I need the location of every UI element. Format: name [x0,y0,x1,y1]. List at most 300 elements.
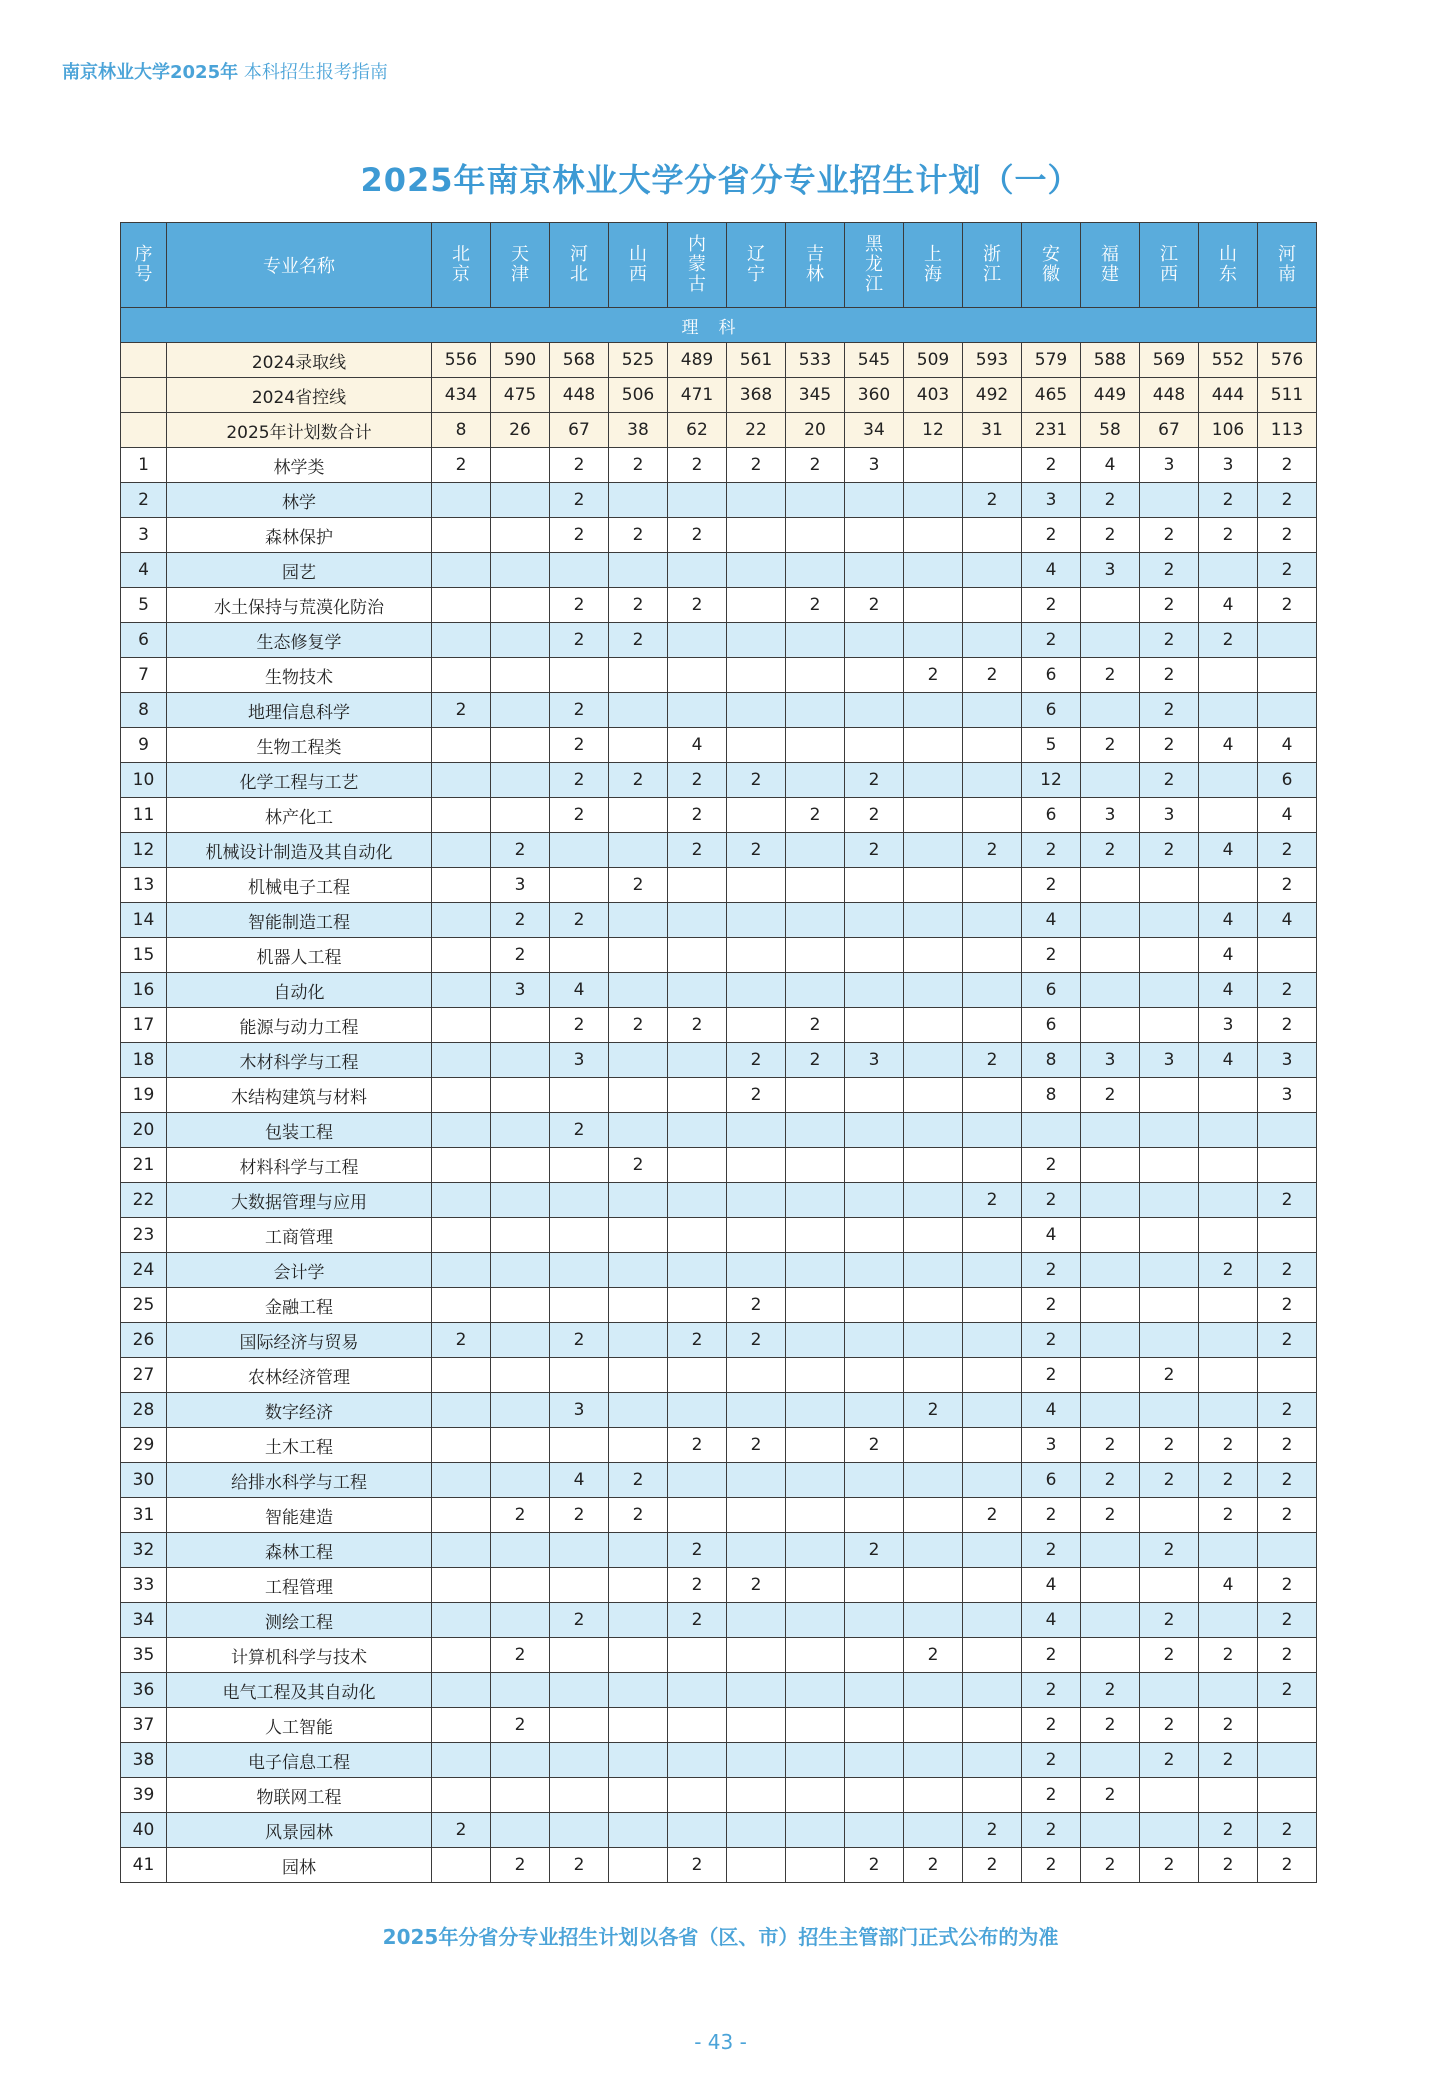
quota-cell [845,1113,904,1148]
quota-cell [1199,1533,1258,1568]
quota-cell [786,1603,845,1638]
quota-cell [963,798,1022,833]
quota-cell [491,1288,550,1323]
summary-value-cell: 67 [550,413,609,448]
quota-cell [432,1288,491,1323]
quota-cell [845,1218,904,1253]
major-name: 木材科学与工程 [167,1043,432,1078]
major-name: 工商管理 [167,1218,432,1253]
quota-cell [963,1743,1022,1778]
quota-cell [1081,1533,1140,1568]
quota-cell: 8 [1022,1043,1081,1078]
quota-cell [727,1253,786,1288]
quota-cell [727,1533,786,1568]
quota-cell: 2 [550,693,609,728]
summary-value-cell: 106 [1199,413,1258,448]
quota-cell: 2 [550,518,609,553]
table-row [121,1323,1317,1358]
quota-cell [491,1113,550,1148]
quota-cell [668,1183,727,1218]
quota-cell [786,1288,845,1323]
quota-cell: 2 [1081,518,1140,553]
quota-cell [1081,1218,1140,1253]
quota-cell: 2 [1081,1463,1140,1498]
row-number: 36 [121,1673,167,1708]
quota-cell: 4 [1199,973,1258,1008]
quota-cell: 2 [432,693,491,728]
quota-cell: 2 [668,1848,727,1883]
quota-cell: 2 [668,1428,727,1463]
quota-cell: 2 [491,1848,550,1883]
quota-cell [727,868,786,903]
quota-cell [1140,1568,1199,1603]
quota-cell: 3 [1081,553,1140,588]
summary-value-cell: 471 [668,378,727,413]
quota-cell [432,1393,491,1428]
footnote: 2025年分省分专业招生计划以各省（区、市）招生主管部门正式公布的为准 [382,1925,1059,1949]
quota-cell: 2 [904,1393,963,1428]
quota-cell [609,1533,668,1568]
quota-cell [609,728,668,763]
quota-cell [491,483,550,518]
quota-cell [609,1603,668,1638]
quota-cell [1140,1393,1199,1428]
summary-value-cell: 556 [432,343,491,378]
quota-cell: 2 [1022,1148,1081,1183]
quota-cell [609,1113,668,1148]
quota-cell [550,1568,609,1603]
quota-cell: 2 [550,623,609,658]
quota-cell [668,973,727,1008]
quota-cell: 2 [550,798,609,833]
quota-cell [1258,1358,1317,1393]
quota-cell [963,518,1022,553]
table-row [121,658,1317,693]
quota-cell: 2 [668,1533,727,1568]
major-name: 土木工程 [167,1428,432,1463]
table-row [121,728,1317,763]
quota-cell [491,1568,550,1603]
row-number: 19 [121,1078,167,1113]
quota-cell: 2 [550,1498,609,1533]
quota-cell [491,693,550,728]
quota-cell [845,658,904,693]
quota-cell [1140,483,1199,518]
quota-cell [491,1358,550,1393]
quota-cell [668,1113,727,1148]
quota-cell [609,1428,668,1463]
quota-cell [668,868,727,903]
quota-cell: 2 [1258,448,1317,483]
quota-cell: 2 [668,1603,727,1638]
quota-cell [550,1533,609,1568]
quota-cell: 2 [609,623,668,658]
summary-value-cell: 444 [1199,378,1258,413]
row-number: 10 [121,763,167,798]
quota-cell: 2 [1258,1813,1317,1848]
quota-cell [1199,1673,1258,1708]
quota-cell [491,1148,550,1183]
quota-cell [963,1428,1022,1463]
summary-value-cell: 8 [432,413,491,448]
quota-cell [1258,623,1317,658]
quota-cell [786,1218,845,1253]
quota-cell [786,1323,845,1358]
quota-cell: 2 [609,448,668,483]
summary-value-cell: 590 [491,343,550,378]
quota-cell [1199,1078,1258,1113]
quota-cell [1140,1498,1199,1533]
quota-cell [786,1743,845,1778]
quota-cell [1081,1148,1140,1183]
quota-cell: 2 [1140,658,1199,693]
quota-cell [845,553,904,588]
quota-cell [904,1148,963,1183]
row-number: 1 [121,448,167,483]
quota-cell: 2 [1140,833,1199,868]
quota-cell [963,973,1022,1008]
quota-cell [432,1428,491,1463]
quota-cell [491,553,550,588]
quota-cell [963,1148,1022,1183]
quota-cell [1081,693,1140,728]
quota-cell: 2 [1258,1253,1317,1288]
summary-value-cell: 22 [727,413,786,448]
summary-label: 2025年计划数合计 [167,413,432,448]
quota-cell [845,1183,904,1218]
row-number: 14 [121,903,167,938]
major-name: 数字经济 [167,1393,432,1428]
quota-cell: 3 [1258,1043,1317,1078]
quota-cell [609,483,668,518]
quota-cell [963,1603,1022,1638]
quota-cell: 2 [845,1428,904,1463]
summary-value-cell: 12 [904,413,963,448]
quota-cell: 2 [845,763,904,798]
table-row [121,798,1317,833]
quota-cell [727,1498,786,1533]
quota-cell [1081,1008,1140,1043]
summary-value-cell: 576 [1258,343,1317,378]
quota-cell [432,1253,491,1288]
quota-cell: 2 [1140,728,1199,763]
quota-cell [786,1393,845,1428]
summary-value-cell: 525 [609,343,668,378]
summary-seq-cell [121,343,167,378]
quota-cell [1199,1288,1258,1323]
quota-cell: 2 [727,833,786,868]
quota-cell [1258,1218,1317,1253]
quota-cell: 2 [1081,658,1140,693]
summary-value-cell: 475 [491,378,550,413]
summary-value-cell: 58 [1081,413,1140,448]
quota-cell: 2 [491,903,550,938]
quota-cell [904,1078,963,1113]
table-row [121,1253,1317,1288]
quota-cell: 3 [550,1043,609,1078]
row-number: 31 [121,1498,167,1533]
quota-cell [1140,903,1199,938]
quota-cell [491,1463,550,1498]
quota-cell: 6 [1022,693,1081,728]
quota-cell [491,1078,550,1113]
quota-cell [904,868,963,903]
quota-cell [550,1813,609,1848]
quota-cell [1081,763,1140,798]
quota-cell [1140,973,1199,1008]
row-number: 15 [121,938,167,973]
quota-cell [668,1358,727,1393]
quota-cell [845,1638,904,1673]
table-row [121,1673,1317,1708]
quota-cell: 2 [786,1043,845,1078]
quota-cell [1258,1708,1317,1743]
quota-cell [432,868,491,903]
table-row [121,553,1317,588]
quota-cell [668,1393,727,1428]
quota-cell [786,1113,845,1148]
quota-cell [963,868,1022,903]
quota-cell: 2 [1199,1428,1258,1463]
row-number: 35 [121,1638,167,1673]
quota-cell: 2 [1140,1533,1199,1568]
quota-cell [432,588,491,623]
table-row [121,518,1317,553]
quota-cell [609,658,668,693]
row-number: 2 [121,483,167,518]
quota-cell [609,1708,668,1743]
quota-cell [845,1778,904,1813]
quota-cell: 3 [491,973,550,1008]
section-label: 理科 [121,308,1317,343]
quota-cell [491,1183,550,1218]
quota-cell [1081,1638,1140,1673]
quota-cell: 2 [727,1288,786,1323]
quota-cell [727,1848,786,1883]
quota-cell [1140,1288,1199,1323]
quota-cell [786,1673,845,1708]
quota-cell [668,1778,727,1813]
quota-cell [1199,1778,1258,1813]
quota-cell: 2 [609,1148,668,1183]
quota-cell [727,693,786,728]
quota-cell: 2 [609,518,668,553]
quota-cell: 2 [550,483,609,518]
quota-cell: 3 [1081,798,1140,833]
table-row [121,1778,1317,1813]
quota-cell [668,1743,727,1778]
quota-cell [550,1358,609,1393]
quota-cell: 12 [1022,763,1081,798]
quota-cell: 4 [1081,448,1140,483]
table-row [121,1638,1317,1673]
row-number: 11 [121,798,167,833]
quota-cell [904,973,963,1008]
quota-cell: 2 [1022,1183,1081,1218]
quota-cell [550,1708,609,1743]
quota-cell [1140,1113,1199,1148]
major-name: 金融工程 [167,1288,432,1323]
quota-cell: 2 [1022,1778,1081,1813]
table-row [121,1533,1317,1568]
quota-cell: 2 [550,588,609,623]
page-number: - 43 - [694,2030,747,2054]
quota-cell [963,1218,1022,1253]
quota-cell: 2 [1199,1463,1258,1498]
quota-cell: 2 [1081,1778,1140,1813]
quota-cell [963,1113,1022,1148]
summary-value-cell: 533 [786,343,845,378]
major-name: 水土保持与荒漠化防治 [167,588,432,623]
quota-cell: 2 [1258,1288,1317,1323]
quota-cell: 6 [1022,1463,1081,1498]
quota-cell [668,1288,727,1323]
quota-cell [786,728,845,763]
major-name: 国际经济与贸易 [167,1323,432,1358]
quota-cell [1081,1288,1140,1323]
quota-cell [609,1638,668,1673]
quota-cell [609,833,668,868]
quota-cell [668,1148,727,1183]
quota-cell [432,1778,491,1813]
quota-cell [1258,938,1317,973]
quota-cell: 2 [1022,588,1081,623]
quota-cell [491,1428,550,1463]
row-number: 40 [121,1813,167,1848]
quota-cell [727,1358,786,1393]
quota-cell [432,1183,491,1218]
quota-cell [963,1008,1022,1043]
quota-cell [845,1673,904,1708]
quota-cell: 2 [609,763,668,798]
quota-cell: 2 [1140,1603,1199,1638]
quota-cell: 3 [845,1043,904,1078]
quota-cell [904,518,963,553]
quota-cell [786,1183,845,1218]
summary-value-cell: 345 [786,378,845,413]
quota-cell [963,763,1022,798]
quota-cell: 2 [845,833,904,868]
major-name: 电气工程及其自动化 [167,1673,432,1708]
quota-cell [963,1463,1022,1498]
quota-cell [550,938,609,973]
quota-cell [904,1113,963,1148]
quota-cell: 2 [1199,1498,1258,1533]
quota-cell: 2 [1022,1323,1081,1358]
quota-cell: 4 [1022,1568,1081,1603]
row-number: 38 [121,1743,167,1778]
quota-cell [904,448,963,483]
quota-cell [432,483,491,518]
quota-cell [786,658,845,693]
quota-cell: 2 [668,763,727,798]
quota-cell [727,658,786,693]
quota-cell [786,973,845,1008]
quota-cell [609,1393,668,1428]
quota-cell [786,1533,845,1568]
quota-cell: 2 [1140,588,1199,623]
quota-cell [845,973,904,1008]
major-name: 化学工程与工艺 [167,763,432,798]
quota-cell [786,763,845,798]
summary-value-cell: 509 [904,343,963,378]
quota-cell [432,798,491,833]
quota-cell [609,1183,668,1218]
row-number: 6 [121,623,167,658]
quota-cell [786,1778,845,1813]
quota-cell [904,1253,963,1288]
quota-cell [491,1743,550,1778]
quota-cell [1081,1183,1140,1218]
major-name: 生物技术 [167,658,432,693]
summary-value-cell: 20 [786,413,845,448]
summary-value-cell: 561 [727,343,786,378]
summary-value-cell: 31 [963,413,1022,448]
quota-cell: 2 [609,1463,668,1498]
quota-cell [609,1253,668,1288]
row-number: 22 [121,1183,167,1218]
quota-cell [786,1148,845,1183]
quota-cell [609,903,668,938]
quota-cell: 2 [1199,1743,1258,1778]
quota-cell [904,1673,963,1708]
quota-cell [786,1568,845,1603]
quota-cell [1258,693,1317,728]
row-number: 32 [121,1533,167,1568]
quota-cell: 2 [1140,1358,1199,1393]
quota-cell: 2 [550,728,609,763]
column-header-province: 河北 [550,223,609,308]
quota-cell: 3 [491,868,550,903]
quota-cell: 2 [1258,553,1317,588]
quota-cell [1081,1113,1140,1148]
quota-cell [904,1043,963,1078]
quota-cell: 2 [963,1813,1022,1848]
quota-cell [904,1603,963,1638]
table-row [121,1183,1317,1218]
quota-cell: 2 [1140,518,1199,553]
quota-cell: 2 [727,763,786,798]
quota-cell [668,1463,727,1498]
quota-cell: 2 [668,448,727,483]
quota-cell [845,1253,904,1288]
quota-cell [550,1778,609,1813]
quota-cell: 3 [1199,448,1258,483]
quota-cell: 2 [550,1603,609,1638]
quota-cell [727,1813,786,1848]
quota-cell [904,798,963,833]
row-number: 3 [121,518,167,553]
quota-cell: 4 [1199,728,1258,763]
quota-cell [904,1288,963,1323]
major-name: 机械设计制造及其自动化 [167,833,432,868]
quota-cell: 2 [1258,1393,1317,1428]
quota-cell [786,518,845,553]
summary-row [121,413,1317,448]
quota-cell: 2 [1140,763,1199,798]
quota-cell [491,1008,550,1043]
quota-cell [845,1568,904,1603]
quota-cell: 2 [1199,623,1258,658]
quota-cell [786,483,845,518]
column-header-province: 北京 [432,223,491,308]
quota-cell [963,1253,1022,1288]
quota-cell: 2 [668,1323,727,1358]
table-row [121,1043,1317,1078]
quota-cell: 2 [668,798,727,833]
quota-cell [668,1218,727,1253]
major-name: 大数据管理与应用 [167,1183,432,1218]
